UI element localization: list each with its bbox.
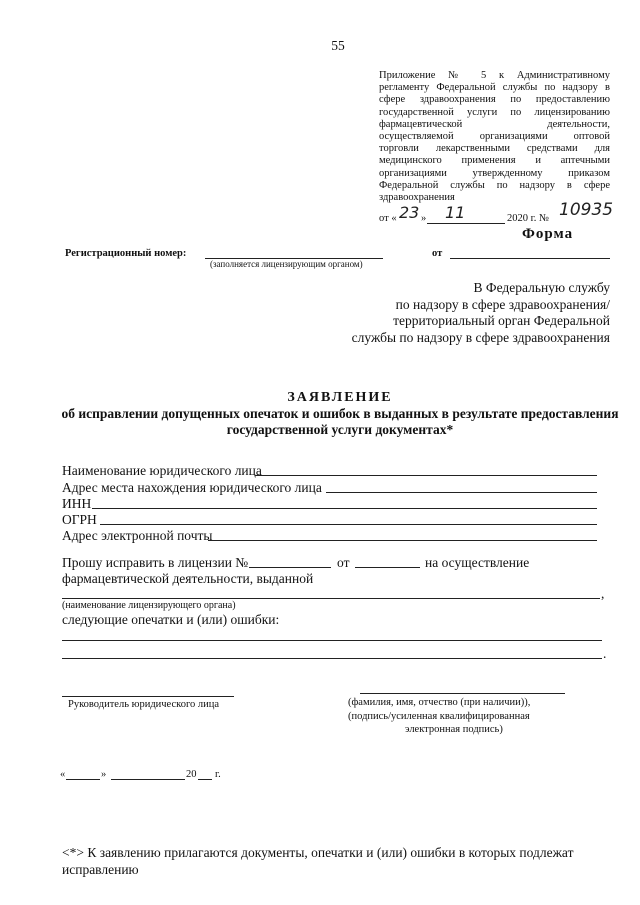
order-year: 2020 г. № [507, 213, 550, 224]
head-label: Руководитель юридического лица [68, 699, 220, 710]
email-label: Адрес электронной почты [62, 528, 213, 543]
registration-label: Регистрационный номер: [65, 248, 187, 259]
addressee-line: В Федеральную службу [473, 280, 610, 295]
errors-field-line2[interactable] [62, 658, 602, 659]
document-subtitle-line2: государственной услуги документах* [226, 422, 454, 437]
date-suffix: г. [215, 769, 221, 780]
order-prefix: от « [379, 213, 397, 224]
appendix-line: фармацевтической деятельности, [379, 118, 610, 130]
appendix-line: осуществляемой организациями оптовой [379, 131, 610, 143]
request-for-label: на осуществление [425, 555, 530, 570]
appendix-line: Приложение № 5 к Административному [379, 70, 610, 81]
sign-hint-line2: электронная подпись) [405, 724, 503, 735]
addressee-line: территориальный орган Федеральной [393, 313, 610, 328]
head-signature-line[interactable] [62, 696, 234, 697]
order-number: 10935 [559, 200, 614, 220]
document-subtitle-line1: об исправлении допущенных опечаток и ошибок в выданных в результате предоставления [61, 406, 619, 421]
errors-field-line1[interactable] [62, 640, 602, 641]
request-comma: , [601, 586, 605, 601]
appendix-line: организациями утвержденному приказом [379, 167, 610, 179]
date-year-field[interactable] [198, 779, 212, 780]
order-month: 11 [445, 203, 466, 222]
sign-hint: (подпись/усиленная квалифицированная [348, 711, 530, 722]
date-open-quote: « [60, 769, 66, 780]
appendix-line: здравоохранения [379, 192, 455, 204]
date-day-field[interactable] [66, 779, 100, 780]
addressee-line: по надзору в сфере здравоохранения/ [395, 296, 610, 312]
date-line [60, 768, 240, 784]
org-name-field[interactable] [255, 475, 597, 476]
ogrn-field[interactable] [100, 524, 597, 525]
address-label: Адрес места нахождения юридического лица [62, 480, 322, 495]
date-close-quote: » [101, 769, 107, 780]
license-number-field[interactable] [249, 567, 331, 568]
page-number: 55 [331, 38, 345, 53]
order-quote-close: » [421, 213, 427, 224]
appendix-line: торговли лекарственными средствами для [379, 143, 610, 155]
order-month-line [427, 223, 505, 224]
footnote-line1: <*> К заявлению прилагаются документы, опечатки и (или) ошибки в которых подлежат [62, 845, 574, 860]
issuing-organ-field[interactable] [62, 598, 600, 599]
appendix-line: государственной услуги по лицензированию [379, 106, 610, 118]
fio-signature-line[interactable] [360, 693, 565, 694]
issuing-organ-hint: (наименование лицензирующего органа) [62, 600, 236, 611]
order-reference [379, 200, 614, 228]
document-title: ЗАЯВЛЕНИЕ [287, 390, 393, 405]
order-day: 23 [399, 203, 420, 222]
appendix-line: регламенту Федеральной службы по надзору в [379, 82, 610, 94]
registration-date-field[interactable] [450, 258, 610, 259]
inn-field[interactable] [92, 508, 597, 509]
date-month-field[interactable] [111, 779, 185, 780]
request-activity-text: фармацевтической деятельности, выданной [62, 571, 314, 586]
inn-label: ИНН [62, 496, 92, 511]
appendix-note [379, 70, 610, 204]
errors-label: следующие опечатки и (или) ошибки: [62, 612, 280, 627]
date-year-prefix: 20 [186, 769, 197, 780]
ogrn-label: ОГРН [62, 512, 97, 527]
appendix-line: медицинского применения и аптечными [379, 155, 610, 167]
appendix-line: сфере здравоохранения по предоставлению [379, 94, 610, 106]
request-prefix: Прошу исправить в лицензии № [62, 555, 249, 570]
license-date-field[interactable] [355, 567, 420, 568]
address-field[interactable] [326, 492, 597, 493]
errors-period: . [603, 646, 607, 661]
fio-hint: (фамилия, имя, отчество (при наличии)), [348, 697, 531, 708]
form-label: Форма [522, 226, 574, 242]
footnote-line2: исправлению [62, 862, 139, 877]
org-name-label: Наименование юридического лица [62, 463, 262, 478]
appendix-line: Федеральной службы по надзору в сфере [379, 179, 610, 191]
email-field[interactable] [208, 540, 597, 541]
registration-from-label: от [432, 248, 443, 259]
registration-hint: (заполняется лицензирующим органом) [210, 259, 363, 269]
addressee-line: службы по надзору в сфере здравоохранения [351, 329, 610, 345]
request-from-label: от [337, 555, 350, 570]
addressee [330, 280, 610, 346]
